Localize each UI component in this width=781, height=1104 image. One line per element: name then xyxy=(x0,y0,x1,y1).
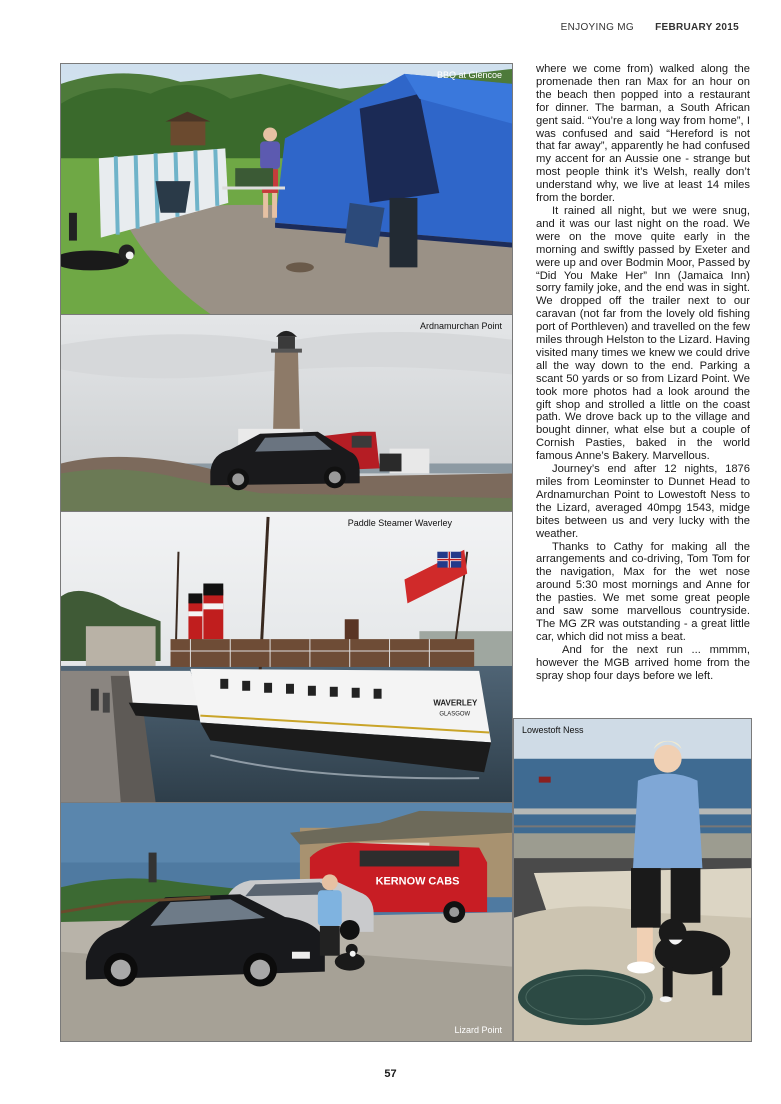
ship-name-label: WAVERLEY xyxy=(433,698,478,708)
photo-lizard-point xyxy=(60,802,513,1042)
article-body xyxy=(536,63,750,683)
photo-paddle-steamer-waverley xyxy=(60,511,513,803)
photo-lowestoft-ness xyxy=(513,718,752,1042)
caption-waverley: Paddle Steamer Waverley xyxy=(347,518,452,528)
steamer-scene xyxy=(61,512,512,802)
caption-ardnamurchan: Ardnamurchan Point xyxy=(419,321,502,331)
issue-date: FEBRUARY 2015 xyxy=(655,22,739,33)
article-paragraph: Journey’s end after 12 nights, 1876 miles from Leominster to Dunnet Head to Ardnamurchan Point to Lowestoft Ness to the Lizard, averaged 40mpg 1543, midge bites between us and very lucky with the weather. xyxy=(536,463,750,540)
lighthouse-scene xyxy=(61,315,512,511)
caption-lowestoft: Lowestoft Ness xyxy=(522,725,584,735)
article-paragraph: It rained all night, but we were snug, and it was our last night on the road. We were on the move quite early in the morning and swiftly passed by Exeter and were up and over Bodmin Moor, Passed by “Did You Make Her” Inn (Jamaica Inn) sorry family joke, and the end was in sight. We dropped off the trailer next to our caravan (not far from the lovely old fishing port of Porthleven) and travelled on the few miles through Helston to the Lizard. Having visited many times we knew we could drive all the way down to the end. Parking a scant 50 yards or so from Lizard Point. We took more photos had a look around the gift shop and strolled a little on the coast path. We drove back up to the village and bought dinner, what else but a couple of Cornish Pasties, baked in the world famous Anne’s Bakery. Marvellous. xyxy=(536,204,750,463)
photo-ardnamurchan-point xyxy=(60,314,513,512)
page-number: 57 xyxy=(384,1068,397,1080)
article-paragraph: And for the next run ... mmmm, however the MGB arrived home from the spray shop four days before we left. xyxy=(536,643,750,682)
photo-bbq-glencoe xyxy=(60,63,513,315)
article-paragraph: Thanks to Cathy for making all the arrangements and co-driving, Tom Tom for the navigation, Max for the wet nose around 5:30 most mornings and Anne for the pasties. We met some great people and saw some marvellous countryside. The MG ZR was outstanding - a great little car, which did not miss a beat. xyxy=(536,540,750,643)
bbq-scene xyxy=(61,64,512,314)
lowestoft-scene xyxy=(514,719,751,1041)
caption-bbq: BBQ at Glencoe xyxy=(436,70,502,80)
ship-port-label: GLASGOW xyxy=(439,711,471,718)
van-sign: KERNOW CABS xyxy=(375,875,460,888)
page-header xyxy=(561,22,739,33)
publication-name: ENJOYING MG xyxy=(560,22,634,33)
lizard-scene xyxy=(61,803,512,1041)
article-paragraph: where we come from) walked along the promenade then ran Max for an hour on the beach then popped into a restaurant for dinner. The barman, a South African gent said. “You’re a long way from home”, I was confused and said “Hereford is not that far away”, apparently he had confused my accent for an Aussie one - strange but most people think it’s Welsh, really don’t understand why, we live at least 14 miles from the border. xyxy=(536,63,750,205)
caption-lizard: Lizard Point xyxy=(454,1025,502,1035)
